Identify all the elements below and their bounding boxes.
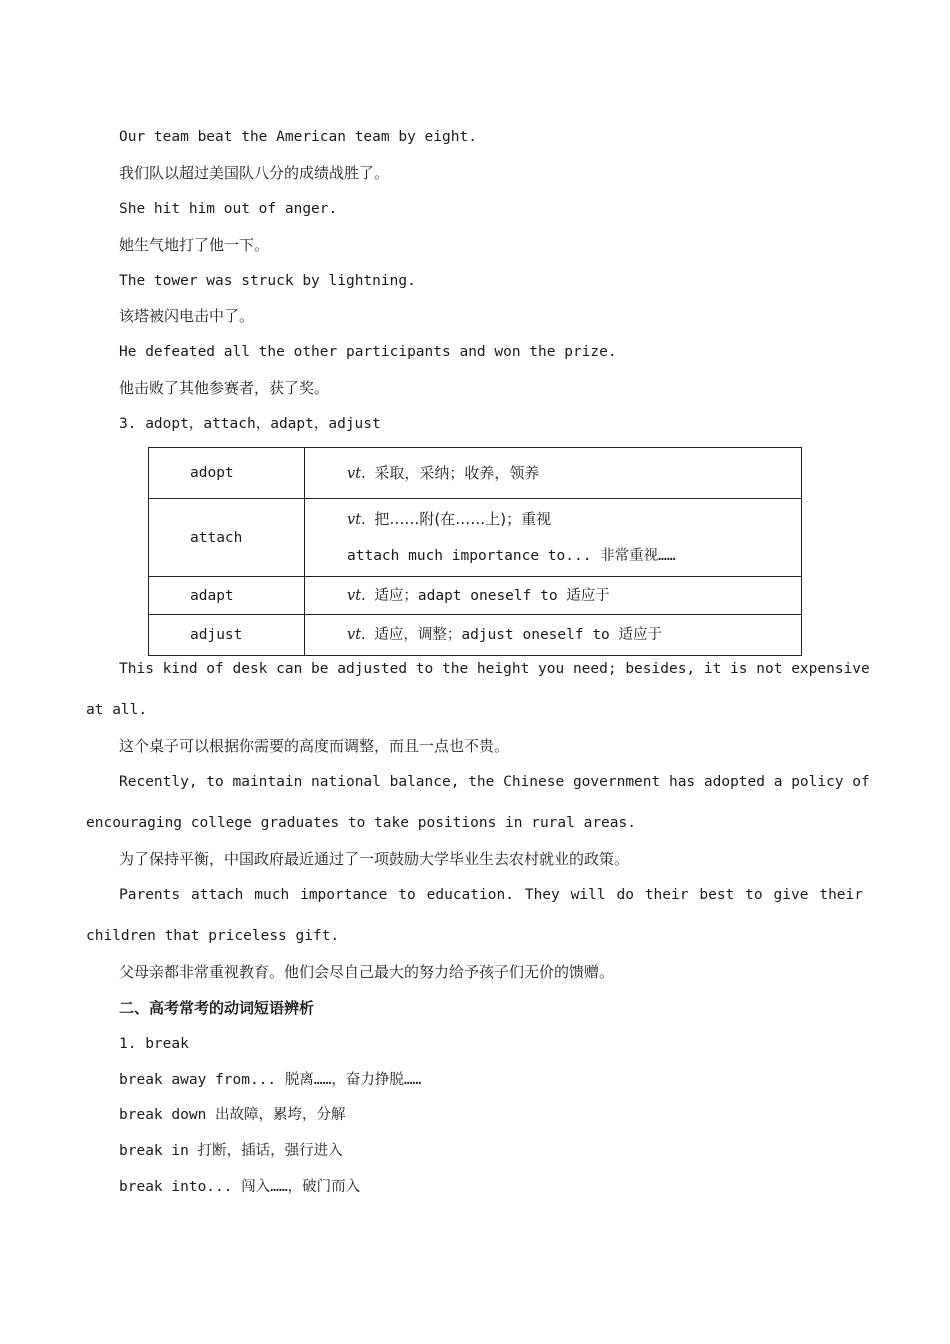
table-row	[149, 615, 802, 656]
vocab-definition	[305, 615, 802, 656]
section2-heading: 二、高考常考的动词短语辨析	[119, 999, 315, 1017]
pos-label: vt.	[347, 627, 366, 643]
vocab-word: attach	[149, 499, 305, 577]
example-en-6-line1: Recently, to maintain national balance, the Chinese government has adopted a policy of	[119, 774, 870, 790]
example-en-5-line2: at all.	[86, 702, 148, 718]
section3-heading: 3. adopt，attach，adapt，adjust	[119, 416, 381, 432]
vocab-meaning: 把……附(在……上)；重视	[374, 510, 552, 528]
pos-label: vt.	[347, 587, 366, 604]
example-cn-1: 我们队以超过美国队八分的成绩战胜了。	[119, 164, 390, 182]
example-en-5-line1: This kind of desk can be adjusted to the height you need; besides, it is not expensive	[119, 661, 870, 677]
vocab-meaning: 适应，调整；adjust oneself to 适应于	[374, 627, 663, 643]
example-en-4: He defeated all the other participants and won the prize.	[119, 344, 617, 360]
vocab-word: adopt	[149, 448, 305, 499]
pos-label: vt.	[347, 465, 366, 482]
table-row	[149, 577, 802, 615]
pos-label: vt.	[347, 512, 366, 528]
phrase-item: break into... 闯入……，破门而入	[119, 1179, 361, 1195]
sub1-heading: 1. break	[119, 1036, 189, 1052]
example-en-7-line1: Parents attach much importance to education. They will do their best to give their	[119, 887, 863, 903]
phrase-item: break away from... 脱离……，奋力挣脱……	[119, 1072, 422, 1088]
example-cn-7: 父母亲都非常重视教育。他们会尽自己最大的努力给予孩子们无价的馈赠。	[119, 963, 615, 981]
example-cn-6: 为了保持平衡，中国政府最近通过了一项鼓励大学毕业生去农村就业的政策。	[119, 850, 630, 868]
example-en-3: The tower was struck by lightning.	[119, 273, 416, 289]
vocab-word: adjust	[149, 615, 305, 656]
example-cn-4: 他击败了其他参赛者，获了奖。	[119, 379, 330, 397]
vocab-definition	[305, 448, 802, 499]
example-cn-3: 该塔被闪电击中了。	[119, 307, 255, 325]
table-row	[149, 448, 802, 499]
vocab-definition	[305, 499, 802, 577]
example-cn-2: 她生气地打了他一下。	[119, 236, 270, 254]
table-row	[149, 499, 802, 577]
vocab-extra: attach much importance to... 非常重视……	[347, 548, 676, 564]
vocab-word: adapt	[149, 577, 305, 615]
vocab-meaning: 适应；adapt oneself to 适应于	[374, 587, 610, 604]
phrase-item: break down 出故障，累垮，分解	[119, 1107, 346, 1123]
example-en-1: Our team beat the American team by eight.	[119, 129, 477, 145]
vocab-table	[148, 447, 802, 656]
example-en-2: She hit him out of anger.	[119, 201, 338, 217]
vocab-meaning: 采取，采纳；收养，领养	[374, 463, 540, 482]
example-en-7-line2: children that priceless gift.	[86, 928, 340, 944]
phrase-item: break in 打断，插话，强行进入	[119, 1143, 343, 1159]
vocab-definition	[305, 577, 802, 615]
example-cn-5: 这个桌子可以根据你需要的高度而调整，而且一点也不贵。	[119, 737, 510, 755]
example-en-6-line2: encouraging college graduates to take positions in rural areas.	[86, 815, 636, 831]
